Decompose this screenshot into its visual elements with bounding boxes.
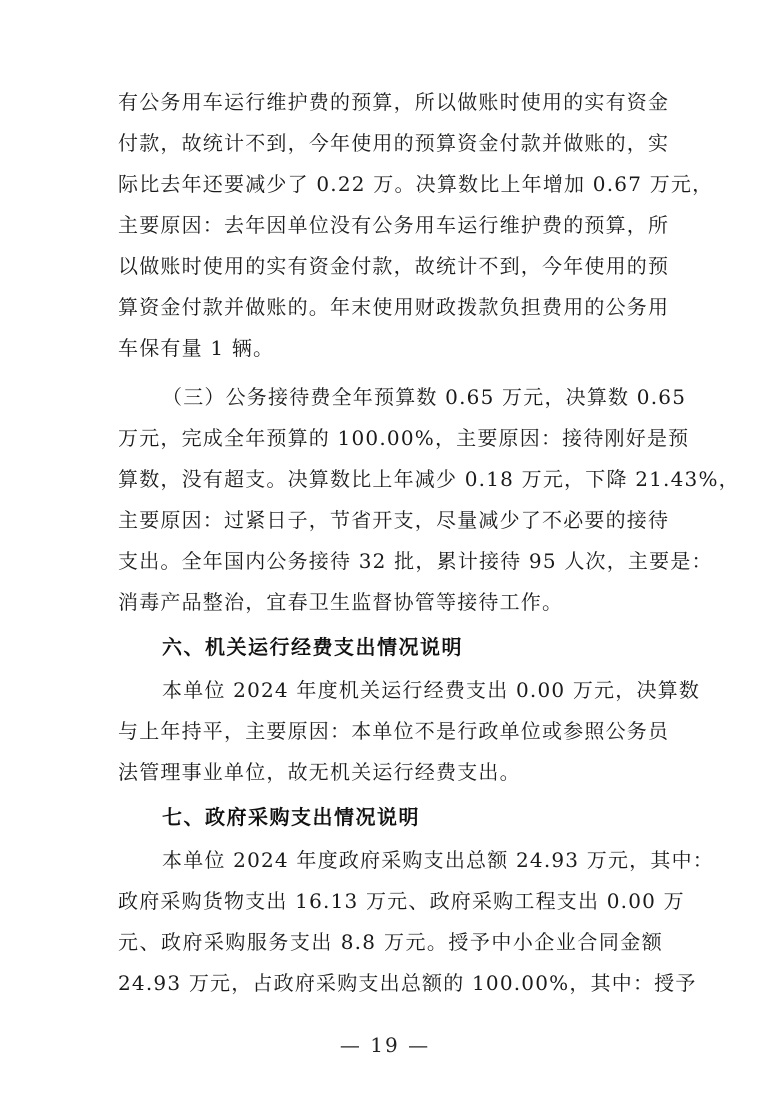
section-heading-6: 六、机关运行经费支出情况说明	[162, 635, 463, 659]
text-line: 元、政府采购服务支出 8.8 万元。授予中小企业合同金额	[118, 930, 663, 954]
paragraph-operating-expenses	[118, 670, 701, 793]
text-line: 本单位 2024 年度政府采购支出总额 24.93 万元，其中：	[162, 848, 714, 872]
text-line: 算数，没有超支。决算数比上年减少 0.18 万元，下降 21.43%，	[118, 467, 740, 491]
text-line: 24.93 万元，占政府采购支出总额的 100.00%，其中：授予	[118, 971, 697, 995]
text-line: （三）公务接待费全年预算数 0.65 万元，决算数 0.65	[162, 385, 687, 409]
paragraph-procurement	[118, 840, 714, 1004]
text-line: 车保有量 1 辆。	[118, 336, 275, 360]
paragraph-vehicle-maintenance	[118, 82, 714, 369]
text-line: 本单位 2024 年度机关运行经费支出 0.00 万元，决算数	[162, 678, 701, 702]
section-heading-7: 七、政府采购支出情况说明	[162, 805, 420, 829]
paragraph-reception-fees	[118, 377, 740, 623]
text-line: 际比去年还要减少了 0.22 万。决算数比上年增加 0.67 万元，	[118, 172, 714, 196]
page-number: — 19 —	[339, 1033, 431, 1057]
text-line: 消毒产品整治，宜春卫生监督协管等接待工作。	[118, 590, 564, 614]
text-line: 与上年持平，主要原因：本单位不是行政单位或参照公务员	[118, 719, 670, 743]
text-line: 有公务用车运行维护费的预算，所以做账时使用的实有资金	[118, 90, 670, 114]
text-line: 法管理事业单位，故无机关运行经费支出。	[118, 760, 521, 784]
text-line: 以做账时使用的实有资金付款，故统计不到，今年使用的预	[118, 254, 670, 278]
text-line: 算资金付款并做账的。年末使用财政拨款负担费用的公务用	[118, 295, 670, 319]
text-line: 付款，故统计不到，今年使用的预算资金付款并做账的，实	[118, 131, 670, 155]
text-line: 支出。全年国内公务接待 32 批，累计接待 95 人次，主要是：	[118, 549, 713, 573]
text-line: 主要原因：去年因单位没有公务用车运行维护费的预算，所	[118, 213, 670, 237]
text-line: 政府采购货物支出 16.13 万元、政府采购工程支出 0.00 万	[118, 889, 685, 913]
text-line: 万元，完成全年预算的 100.00%，主要原因：接待刚好是预	[118, 426, 690, 450]
text-line: 主要原因：过紧日子，节省开支，尽量减少了不必要的接待	[118, 508, 670, 532]
